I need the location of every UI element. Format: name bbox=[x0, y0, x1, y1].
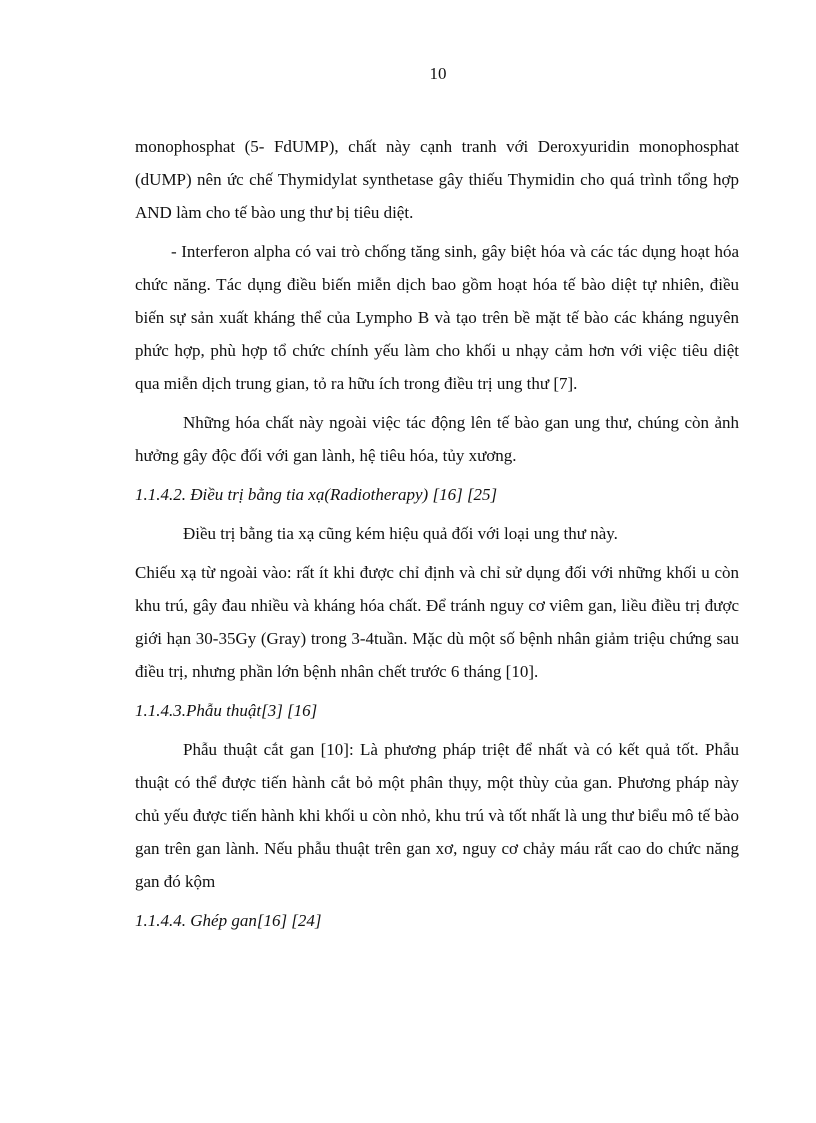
paragraph-interferon: - Interferon alpha có vai trò chống tăng sinh, gây biệt hóa và các tác dụng hoạt hóa chức năng. Tác dụng điều biến miễn dịch bao gồm hoạt hóa tế bào diệt tự nhiên, điều biến sự sản xuất kháng thể của Lympho B và tạo trên bề mặt tế bào các kháng nguyên phức hợp, phù hợp tổ chức chính yếu làm cho khối u nhạy cảm hơn với việc tiêu diệt qua miễn dịch trung gian, tỏ ra hữu ích trong điều trị ung thư [7]. bbox=[135, 242, 739, 393]
paragraph-fdump: monophosphat (5- FdUMP), chất này cạnh tranh với Deroxyuridin monophosphat (dUMP) nên ức chế Thymidylat synthetase gây thiếu Thymidin cho quá trình tổng hợp AND làm cho tế bào ung thư bị tiêu diệt. bbox=[135, 137, 739, 222]
section-heading-liver-transplant: 1.1.4.4. Ghép gan[16] [24] bbox=[135, 911, 322, 930]
document-body bbox=[135, 130, 739, 937]
section-heading-surgery: 1.1.4.3.Phẫu thuật[3] [16] bbox=[135, 701, 318, 720]
paragraph-external-radiation: Chiếu xạ từ ngoài vào: rất ít khi được chỉ định và chỉ sử dụng đối với những khối u còn khu trú, gây đau nhiều và kháng hóa chất. Để tránh nguy cơ viêm gan, liều điều trị được giới hạn 30-35Gy (Gray) trong 3-4tuần. Mặc dù một số bệnh nhân giảm triệu chứng sau điều trị, nhưng phần lớn bệnh nhân chết trước 6 tháng [10]. bbox=[135, 563, 739, 681]
section-heading-radiotherapy: 1.1.4.2. Điều trị bằng tia xạ(Radiotherapy) [16] [25] bbox=[135, 485, 498, 504]
paragraph-liver-resection: Phẫu thuật cắt gan [10]: Là phương pháp triệt để nhất và có kết quả tốt. Phẫu thuật có thể được tiến hành cắt bỏ một phân thụy, một thùy của gan. Phương pháp này chủ yếu được tiến hành khi khối u còn nhỏ, khu trú và tốt nhất là ung thư biểu mô tế bào gan trên gan lành. Nếu phẫu thuật trên gan xơ, nguy cơ chảy máu rất cao do chức năng gan đó kộm bbox=[135, 740, 739, 891]
page-number: 10 bbox=[429, 64, 447, 83]
paragraph-radiotherapy-intro: Điều trị bằng tia xạ cũng kém hiệu quả đối với loại ung thư này. bbox=[183, 524, 618, 543]
paragraph-toxicity: Những hóa chất này ngoài việc tác động lên tế bào gan ung thư, chúng còn ảnh hưởng gây độc đối với gan lành, hệ tiêu hóa, tủy xương. bbox=[135, 413, 739, 465]
